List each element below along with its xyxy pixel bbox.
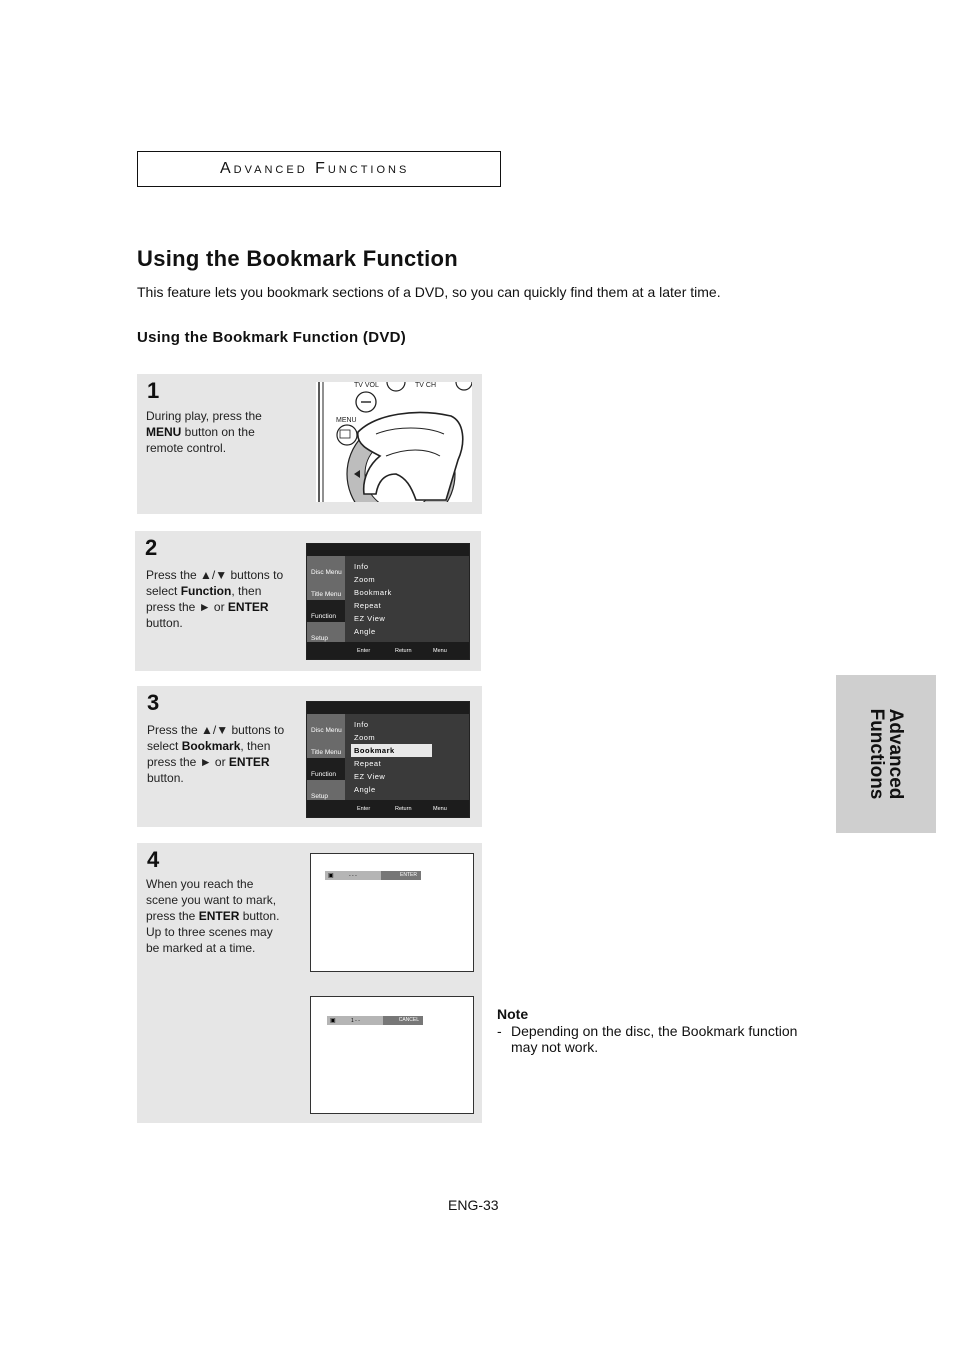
step-2-panel: [135, 531, 481, 671]
remote-illustration: [316, 382, 472, 502]
bookmark-icon: ▣: [328, 873, 334, 879]
section-header-text: Advanced Functions: [220, 160, 410, 177]
osd-item-ez-view: EZ View: [354, 614, 386, 623]
chapter-side-tab: [836, 675, 936, 833]
osd-item-repeat: Repeat: [354, 601, 382, 610]
osd-side-menu: [307, 556, 345, 644]
osd-side-setup: Setup: [311, 793, 328, 800]
step-3-panel: [137, 686, 482, 827]
osd-item-bookmark: Bookmark: [354, 588, 392, 597]
bookmark-bar: [325, 871, 421, 880]
note-text: - Depending on the disc, the Bookmark function may not work.: [497, 1023, 798, 1055]
section-subtitle: Using the Bookmark Function (DVD): [137, 329, 407, 346]
osd-menu-function: [306, 543, 470, 660]
step-1-panel: [137, 374, 482, 514]
osd-side-function: Function: [307, 758, 345, 780]
osd-side-setup: Setup: [311, 635, 328, 642]
osd-enter-hint: Enter: [357, 806, 371, 812]
step-4-panel: [137, 843, 482, 1123]
bookmark-icon: ▣: [330, 1018, 336, 1024]
chapter-side-tab-text: Advanced Functions: [866, 708, 906, 800]
osd-item-zoom: Zoom: [354, 575, 376, 584]
osd-item-bookmark-selected: Bookmark: [351, 744, 432, 757]
bookmark-slots: - - -: [349, 873, 357, 879]
step-3-number: 3: [147, 690, 160, 715]
osd-return-hint: Return: [395, 648, 412, 654]
step-4-text: When you reach the scene you want to mark, press the ENTER button. Up to three scenes may be marked at a time.: [146, 877, 280, 955]
osd-menu-hint: Menu: [433, 648, 447, 654]
intro-text: This feature lets you bookmark sections of a DVD, so you can quickly find them at a later time.: [137, 284, 721, 300]
bookmark-cancel-label: CANCEL: [383, 1016, 423, 1025]
osd-side-function: Function: [307, 600, 345, 622]
osd-item-list: [351, 718, 432, 796]
page-title: Using the Bookmark Function: [137, 246, 459, 271]
osd-item-repeat: Repeat: [354, 759, 382, 768]
osd-side-title-menu: Title Menu: [311, 591, 342, 598]
osd-return-hint: Return: [395, 806, 412, 812]
osd-item-angle: Angle: [354, 785, 376, 794]
osd-top-bar: [307, 702, 469, 714]
section-header-box: [137, 151, 501, 187]
osd-item-list: [351, 560, 432, 638]
bookmark-bar: [327, 1016, 423, 1025]
osd-top-bar: [307, 544, 469, 556]
osd-menu-bookmark: [306, 701, 470, 818]
step-1-text: During play, press the MENU button on the remote control.: [146, 409, 262, 455]
osd-enter-hint: Enter: [357, 648, 371, 654]
remote-tv-vol-label: TV VOL: [354, 382, 379, 389]
bookmark-enter-label: ENTER: [381, 871, 421, 880]
remote-menu-label: MENU: [336, 417, 357, 424]
osd-item-zoom: Zoom: [354, 733, 376, 742]
bookmark-slots: 1 - -: [351, 1018, 360, 1024]
osd-item-info: Info: [354, 720, 369, 729]
osd-side-title-menu: Title Menu: [311, 749, 342, 756]
page-number: ENG-33: [448, 1197, 499, 1213]
remote-hand-icon: [316, 382, 472, 502]
bookmark-screen-marked: [310, 996, 474, 1114]
step-3-text: Press the ▲/▼ buttons to select Bookmark, then press the ► or ENTER button.: [147, 723, 285, 785]
osd-bottom-bar: [307, 642, 469, 659]
note-heading: Note: [497, 1006, 529, 1022]
osd-item-info: Info: [354, 562, 369, 571]
step-2-text: Press the ▲/▼ buttons to select Function, then press the ► or ENTER button.: [146, 568, 284, 630]
osd-menu-hint: Menu: [433, 806, 447, 812]
step-1-number: 1: [147, 378, 160, 403]
osd-side-disc-menu: Disc Menu: [311, 727, 342, 734]
step-4-number: 4: [147, 847, 160, 872]
osd-item-angle: Angle: [354, 627, 376, 636]
osd-bottom-bar: [307, 800, 469, 817]
osd-side-disc-menu: Disc Menu: [311, 569, 342, 576]
osd-side-menu: [307, 714, 345, 802]
osd-item-ez-view: EZ View: [354, 772, 386, 781]
bookmark-screen-empty: [310, 853, 474, 972]
remote-tv-ch-label: TV CH: [415, 382, 436, 389]
step-2-number: 2: [145, 535, 158, 560]
